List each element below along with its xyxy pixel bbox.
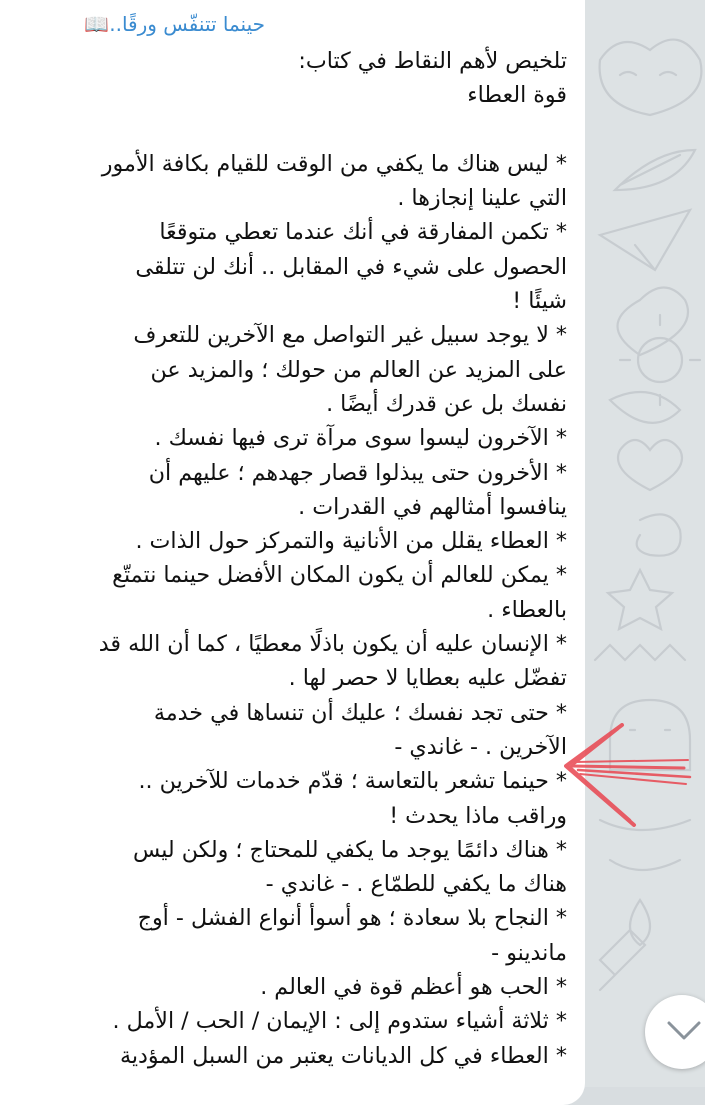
message-line: قوة العطاء [467, 82, 567, 109]
message-line: * النجاح بلا سعادة ؛ هو أسوأ أنواع الفشل - أوج [137, 905, 567, 932]
blank-line [22, 113, 567, 147]
message-line: تفضّل عليه بعطايا لا حصر لها . [288, 665, 567, 692]
message-line: * ليس هناك ما يكفي من الوقت للقيام بكافة الأمور [101, 150, 567, 177]
message-line: * ثلاثة أشياء ستدوم إلى : الإيمان / الحب / الأمل . [112, 1008, 567, 1035]
message-line: وراقب ماذا يحدث ! [389, 802, 567, 829]
message-line: * الآخرون ليسوا سوى مرآة ترى فيها نفسك . [154, 425, 567, 452]
message-line: * الإنسان عليه أن يكون باذلًا معطيًا ، كما أن الله قد [98, 631, 567, 658]
chevron-down-icon [667, 1021, 701, 1041]
message-line: * هناك دائمًا يوجد ما يكفي للمحتاج ؛ ولكن ليس [132, 836, 567, 863]
message-line: ينافسوا أمثالهم في القدرات . [298, 493, 567, 520]
message-line: * العطاء يقلل من الأنانية والتمركز حول الذات . [135, 528, 567, 555]
message-line: الآخرين . - غاندي - [394, 733, 567, 760]
message-line: تلخيص لأهم النقاط في كتاب: [298, 48, 567, 74]
message-line: * حتى تجد نفسك ؛ عليك أن تنساها في خدمة [153, 699, 567, 726]
message-line: شيئًا ! [512, 288, 567, 315]
message-line: على المزيد عن العالم من حولك ؛ والمزيد عن [150, 356, 567, 383]
message-line: * العطاء في كل الديانات يعتبر من السبل المؤدية [119, 1042, 567, 1069]
message-line: الحصول على شيء في المقابل .. أنك لن تتلقى [135, 253, 567, 280]
message-line: ماندينو - [491, 939, 567, 966]
message-line: بالعطاء . [487, 596, 567, 623]
message-text [22, 44, 567, 1073]
message-line: * يمكن للعالم أن يكون المكان الأفضل حينما نتمتّع [112, 562, 567, 589]
message-line: * لا يوجد سبيل غير التواصل مع الآخرين للتعرف [133, 322, 567, 349]
message-line: * تكمن المفارقة في أنك عندما تعطي متوقعًا [159, 219, 567, 246]
sender-name[interactable]: حينما تتنفّس ورقًا..📖 [84, 12, 265, 36]
message-line: * الحب هو أعظم قوة في العالم . [260, 974, 567, 1001]
message-line: نفسك بل عن قدرك أيضًا . [326, 390, 567, 417]
message-line: * حينما تشعر بالتعاسة ؛ قدّم خدمات للآخرين .. [138, 768, 567, 795]
message-line: التي علينا إنجازها . [397, 185, 567, 212]
message-line: * الأخرون حتى يبذلوا قصار جهدهم ؛ عليهم أن [148, 459, 567, 486]
message-line: هناك ما يكفي للطمّاع . - غاندي - [265, 871, 567, 898]
